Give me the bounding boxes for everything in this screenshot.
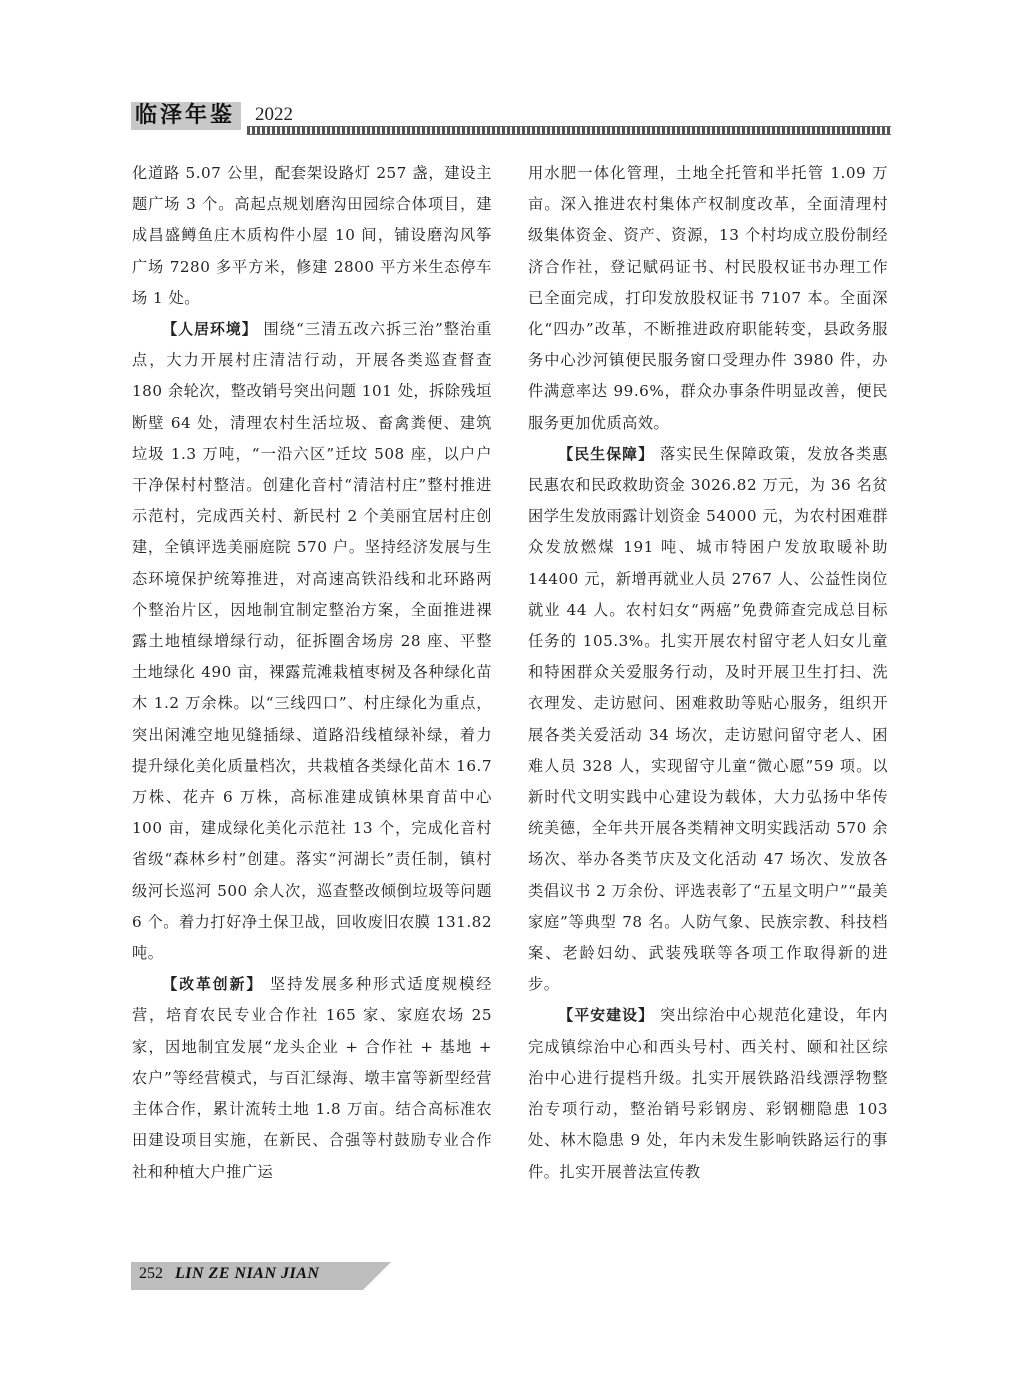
section-heading-livelihood: 【民生保障】 — [558, 445, 655, 463]
paragraph — [132, 969, 492, 1187]
yearbook-title: 临泽年鉴 — [131, 102, 241, 130]
page-footer — [131, 1262, 393, 1290]
paragraph-text: 落实民生保障政策，发放各类惠民惠农和民政救助资金 3026.82 万元，为 36 名贫困学生发放雨露计划资金 54000 元，为农村困难群众发放燃煤 191 吨、城市特困户发放取暖补助 14400 元，新增再就业人员 2767 人、公益性岗位就业 44 人。农村妇女“两癌”免费筛查完成总目标任务的 105.3%。扎实开展农村留守老人妇女儿童和特困群众关爱服务行动，及时开展卫生打扫、洗衣理发、走访慰问、困难救助等贴心服务，组织开展各类关爱活动 34 场次，走访慰问留守老人、困难人员 328 人，实现留守儿童“微心愿”59 项。以新时代文明实践中心建设为载体，大力弘扬中华传统美德，全年共开展各类精神文明实践活动 570 余场次、举办各类节庆及文化活动 47 场次、发放各类倡议书 2 万余份、评选表彰了“五星文明户”“最美家庭”等典型 78 名。人防气象、民族宗教、科技档案、老龄妇幼、武装残联等各项工作取得新的进步。 — [528, 444, 888, 994]
footer-title: LIN ZE NIAN JIAN — [175, 1265, 320, 1282]
paragraph-text: 坚持发展多种形式适度规模经营，培育农民专业合作社 165 家、家庭农场 25 家，因地制宜发展“龙头企业 + 合作社 + 基地 + 农户”等经营模式，与百汇绿海、墩丰富等新型经营主体合作，累计流转土地 1.8 万亩。结合高标准农田建设项目实施，在新民、合强等村鼓励专业合作社和种植大户推广运 — [132, 975, 492, 1181]
paragraph — [528, 1000, 888, 1187]
paragraph: 化道路 5.07 公里，配套架设路灯 257 盏，建设主题广场 3 个。高起点规划磨沟田园综合体项目，建成昌盛鳟鱼庄木质构件小屋 10 间，铺设磨沟风筝广场 7280 多平方米，修建 2800 平方米生态停车场 1 处。 — [132, 164, 492, 307]
running-header — [131, 100, 891, 136]
footer-band-arrow — [363, 1262, 391, 1290]
paragraph-text: 突出综治中心规范化建设，年内完成镇综治中心和西头号村、西关村、颐和社区综治中心进行提档升级。扎实开展铁路沿线漂浮物整治专项行动，整治销号彩钢房、彩钢棚隐患 103 处、林木隐患 9 处，年内未发生影响铁路运行的事件。扎实开展普法宣传教 — [528, 1006, 888, 1181]
paragraph-text: 围绕“三清五改六拆三治”整治重点，大力开展村庄清洁行动，开展各类巡查督查 180 余轮次，整改销号突出问题 101 处，拆除残垣断壁 64 处，清理农村生活垃圾、畜禽粪便、建筑垃圾 1.3 万吨，“一沿六区”迁坟 508 座，以户户干净保村村整洁。创建化音村“清洁村庄”整村推进示范村，完成西关村、新民村 2 个美丽宜居村庄创建，全镇评选美丽庭院 570 户。坚持经济发展与生态环境保护统筹推进，对高速高铁沿线和北环路两个整治片区，因地制宜制定整治方案，全面推进裸露土地植绿增绿行动，征拆圈舍场房 28 座、平整土地绿化 490 亩，裸露荒滩栽植枣树及各种绿化苗木 1.2 万余株。以“三线四口”、村庄绿化为重点，突出闲滩空地见缝插绿、道路沿线植绿补绿，着力提升绿化美化质量档次，共栽植各类绿化苗木 16.7 万株、花卉 6 万株，高标准建成镇林果育苗中心 100 亩，建成绿化美化示范社 13 个，完成化音村省级“森林乡村”创建。落实“河湖长”责任制，镇村级河长巡河 500 余人次，巡查整改倾倒垃圾等问题 6 个。着力打好净土保卫战，回收废旧农膜 131.82 吨。 — [132, 320, 492, 963]
page-number: 252 — [139, 1265, 163, 1282]
section-heading-living-environment: 【人居环境】 — [162, 321, 258, 339]
paragraph — [132, 314, 492, 969]
paragraph — [528, 439, 888, 1001]
paragraph: 用水肥一体化管理，土地全托管和半托管 1.09 万亩。深入推进农村集体产权制度改革，全面清理村级集体资金、资产、资源，13 个村均成立股份制经济合作社，登记赋码证书、村民股权证书办理工作已全面完成，打印发放股权证书 7107 本。全面深化“四办”改革，不断推进政府职能转变，县政务服务中心沙河镇便民服务窗口受理办件 3980 件，办件满意率达 99.6%，群众办事条件明显改善，便民服务更加优质高效。 — [528, 164, 888, 432]
yearbook-year: 2022 — [255, 104, 293, 125]
section-heading-reform-innovation: 【改革创新】 — [162, 976, 264, 994]
left-column — [132, 158, 492, 1188]
right-column — [528, 158, 888, 1188]
header-rule — [247, 126, 891, 135]
section-heading-public-safety: 【平安建设】 — [558, 1007, 655, 1025]
